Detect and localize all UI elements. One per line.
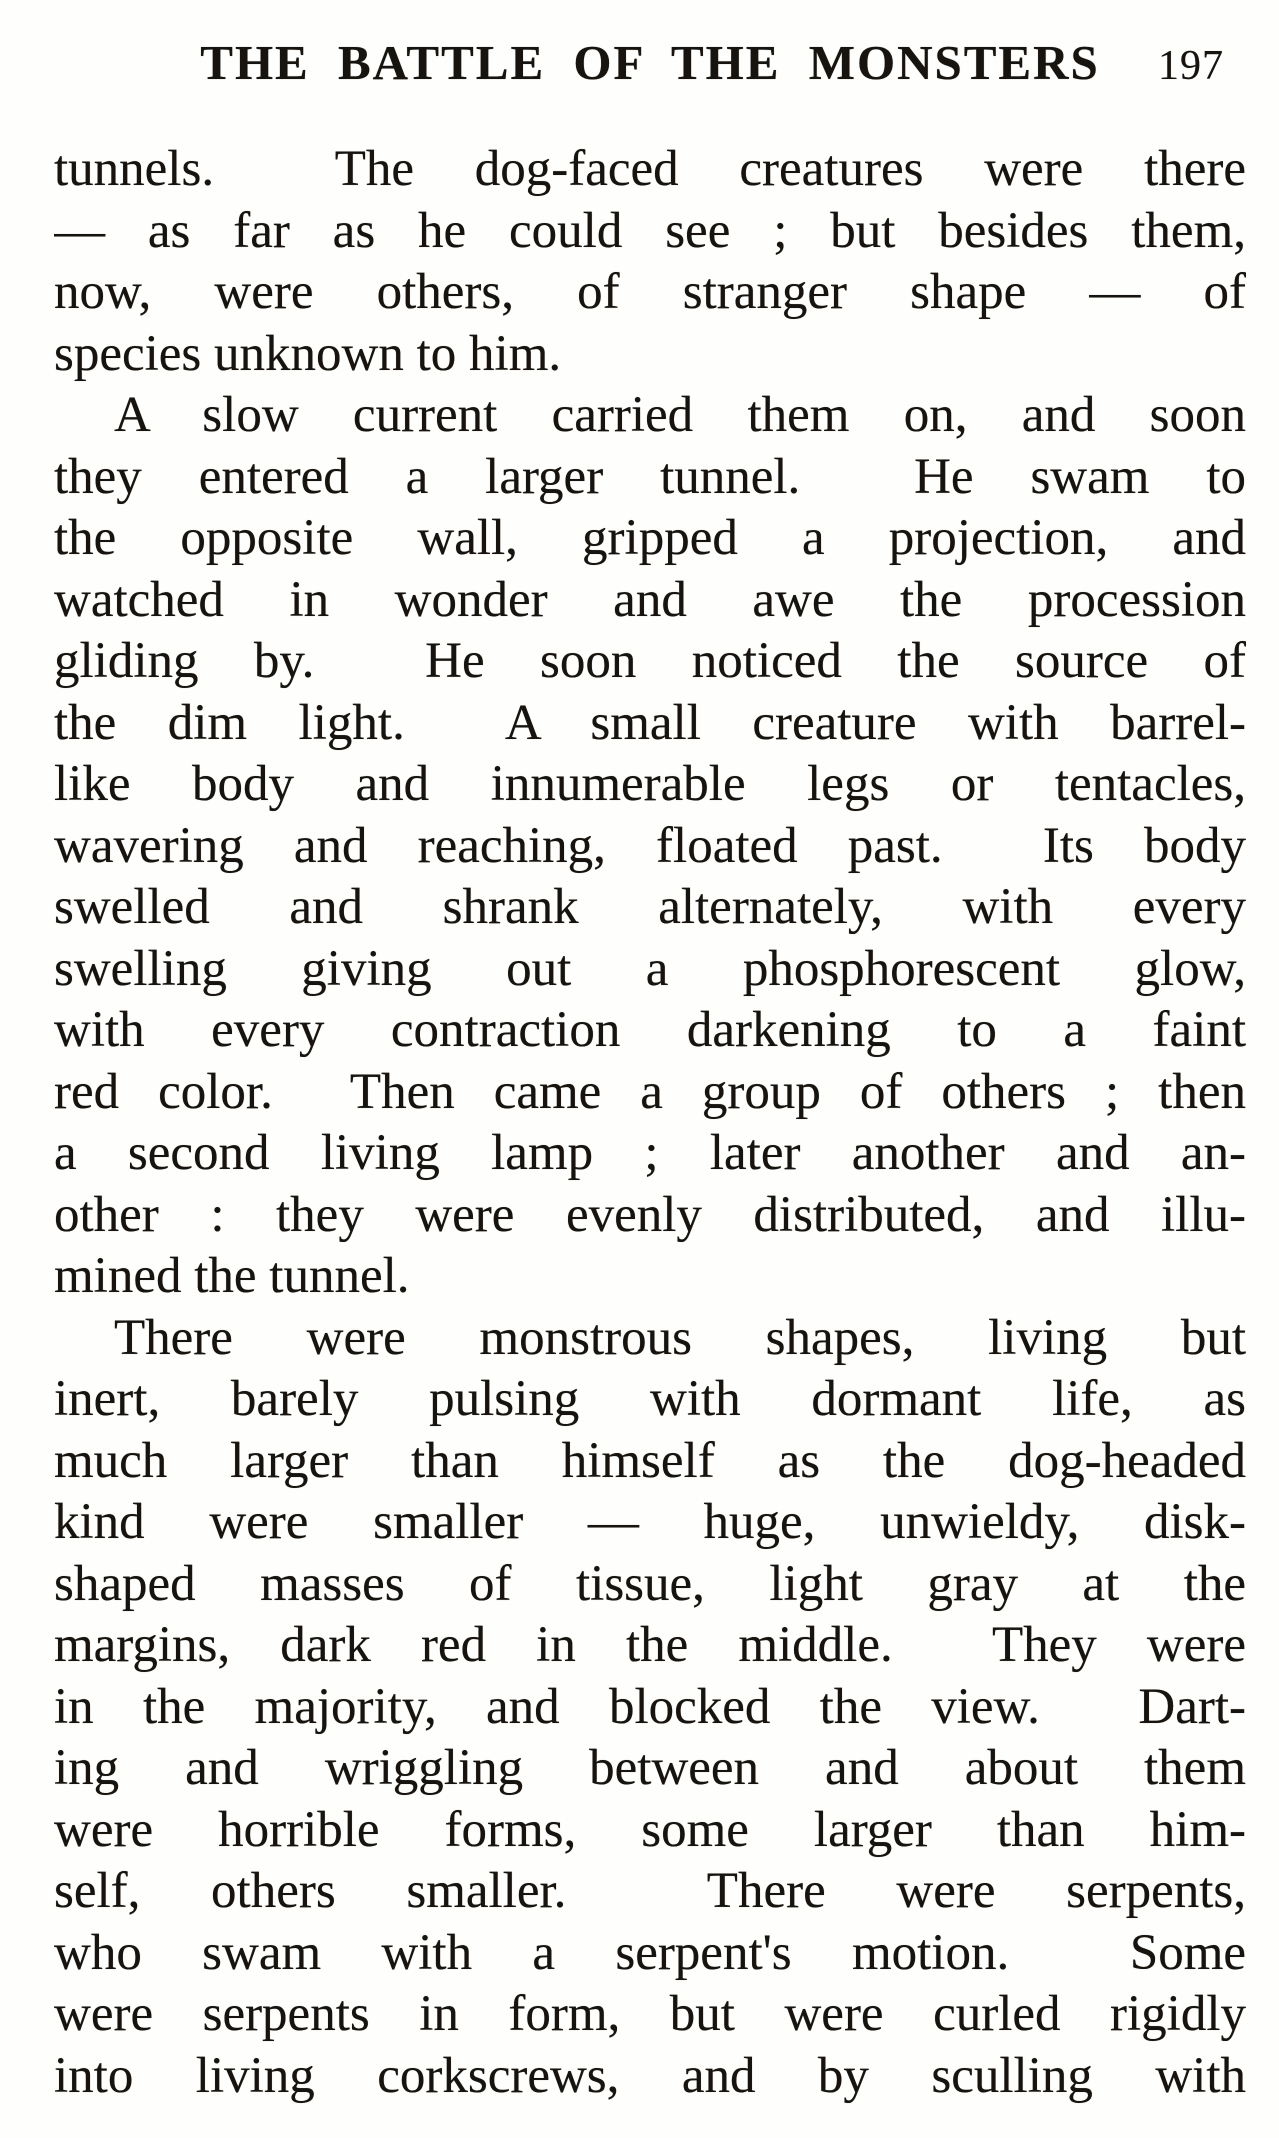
text-line: kind were smaller — huge, unwieldy, disk- (54, 1494, 1246, 1550)
text-line: tunnels. The dog-faced creatures were there (54, 141, 1246, 197)
text-line: much larger than himself as the dog-headed (54, 1432, 1246, 1489)
text-line: the opposite wall, gripped a projection, and (54, 510, 1246, 566)
text-line: in the majority, and blocked the view. Dart- (54, 1678, 1246, 1735)
text-line: There were monstrous shapes, living but (114, 1309, 1246, 1366)
text-line: other : they were evenly distributed, and illu- (54, 1186, 1246, 1243)
text-line: self, others smaller. There were serpents, (54, 1863, 1246, 1919)
text-line: the dim light. A small creature with barrel- (54, 694, 1246, 751)
page-body (54, 139, 1246, 2107)
text-line: were serpents in form, but were curled rigidly (54, 1986, 1246, 2042)
text-line: into living corkscrews, and by sculling with (54, 2047, 1246, 2104)
page-header (54, 35, 1246, 90)
text-line: red color. Then came a group of others ; then (54, 1063, 1246, 1120)
text-line: who swam with a serpent's motion. Some (54, 1924, 1246, 1981)
text-line: wavering and reaching, floated past. Its body (54, 817, 1246, 874)
text-line: were horrible forms, some larger than him- (54, 1801, 1246, 1858)
text-line: A slow current carried them on, and soon (114, 387, 1246, 443)
text-line: now, were others, of stranger shape — of (54, 264, 1246, 320)
text-line: they entered a larger tunnel. He swam to (54, 448, 1246, 505)
text-line: inert, barely pulsing with dormant life, as (54, 1371, 1246, 1427)
text-line: mined the tunnel. (54, 1248, 410, 1304)
text-line: with every contraction darkening to a faint (54, 1002, 1246, 1058)
text-line: margins, dark red in the middle. They were (54, 1617, 1246, 1673)
text-line: a second living lamp ; later another and an- (54, 1125, 1246, 1181)
text-line: swelling giving out a phosphorescent glow, (54, 940, 1246, 997)
text-line: shaped masses of tissue, light gray at the (54, 1555, 1246, 1612)
text-line: swelled and shrank alternately, with every (54, 879, 1246, 935)
text-line: gliding by. He soon noticed the source of (54, 633, 1246, 689)
text-line: like body and innumerable legs or tentacles, (54, 756, 1246, 812)
running-title: THE BATTLE OF THE MONSTERS (200, 35, 1100, 90)
page-number: 197 (1158, 43, 1224, 89)
text-line: watched in wonder and awe the procession (54, 571, 1246, 628)
text-line: — as far as he could see ; but besides them, (54, 202, 1246, 259)
text-line: ing and wriggling between and about them (54, 1740, 1246, 1796)
text-line: species unknown to him. (54, 325, 562, 382)
